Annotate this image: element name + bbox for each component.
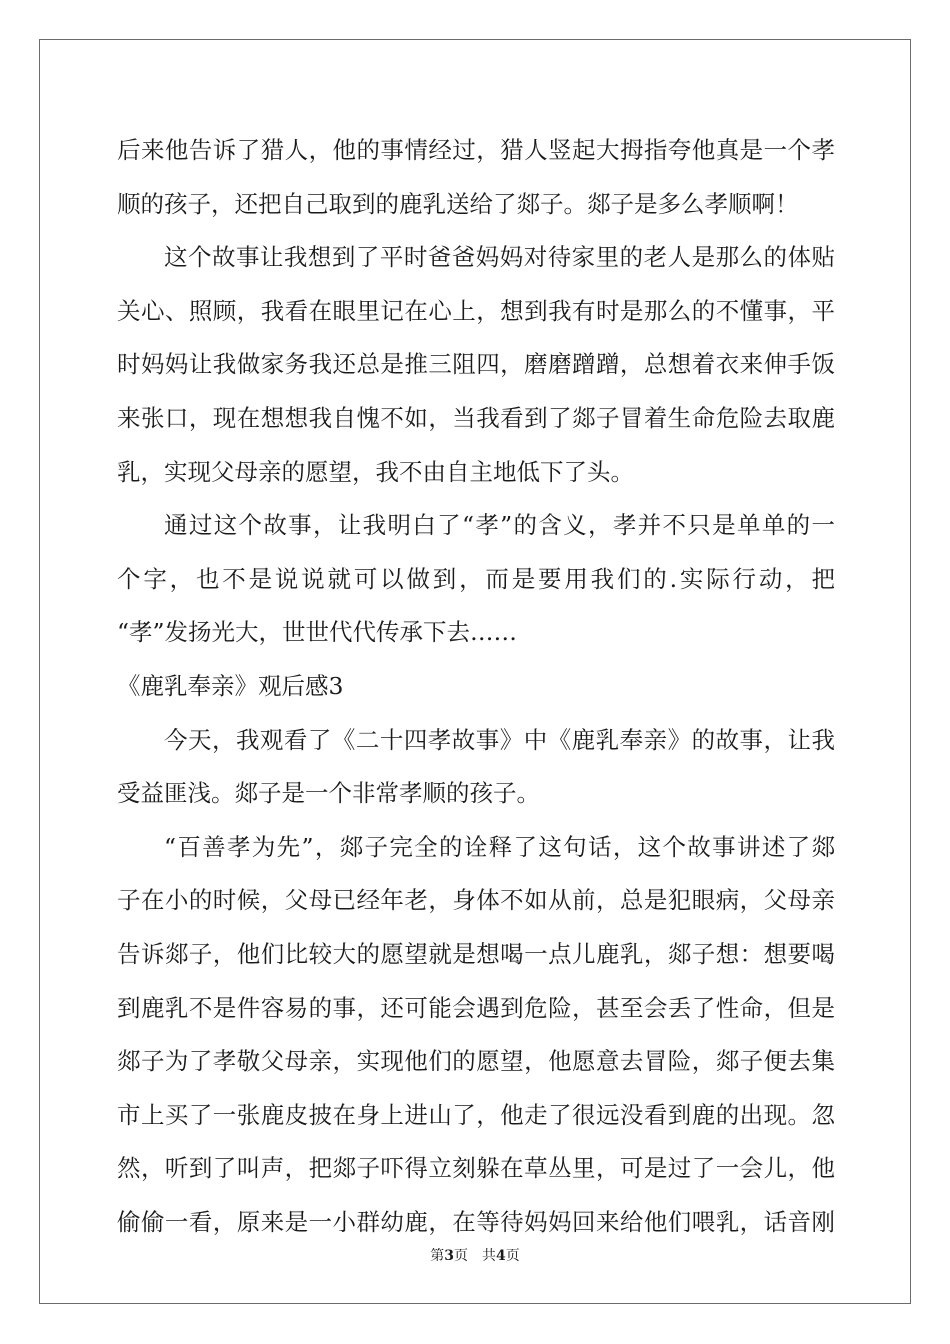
page-suffix: 页 [454,1248,468,1264]
text-line: 来张口，现在想想我自愧不如，当我看到了郯子冒着生命危险去取鹿 [117,403,835,432]
page-total: 4 [496,1248,506,1264]
text-line: 关心、照顾，我看在眼里记在心上，想到我有时是那么的不懂事，平 [117,296,835,325]
text-line: 郯子为了孝敬父母亲，实现他们的愿望，他愿意去冒险，郯子便去集 [117,1047,835,1076]
text-line: 个字，也不是说说就可以做到，而是要用我们的.实际行动，把 [117,564,835,593]
text-line: 后来他告诉了猎人，他的事情经过，猎人竖起大拇指夸他真是一个孝 [117,136,835,164]
document-body [117,124,835,1249]
text-line: 子在小的时候，父母已经年老，身体不如从前，总是犯眼病，父母亲 [117,886,835,915]
text-line: “百善孝为先”，郯子完全的诠释了这句话，这个故事讲述了郯 [164,832,835,861]
text-line: 到鹿乳不是件容易的事，还可能会遇到危险，甚至会丢了性命，但是 [117,993,835,1022]
text-line: 顺的孩子，还把自己取到的鹿乳送给了郯子。郯子是多么孝顺啊！ [117,189,799,218]
text-line: 这个故事让我想到了平时爸爸妈妈对待家里的老人是那么的体贴 [164,243,835,272]
total-prefix: 共 [482,1248,496,1264]
text-line: 告诉郯子，他们比较大的愿望就是想喝一点儿鹿乳，郯子想：想要喝 [117,939,835,968]
text-line: 时妈妈让我做家务我还总是推三阻四，磨磨蹭蹭，总想着衣来伸手饭 [117,350,835,379]
text-line: 今天，我观看了《二十四孝故事》中《鹿乳奉亲》的故事，让我 [164,725,835,754]
page-footer [0,1245,950,1265]
text-line: 偷偷一看，原来是一小群幼鹿，在等待妈妈回来给他们喂乳，话音刚 [117,1207,835,1236]
total-suffix: 页 [505,1248,520,1264]
text-line: 乳，实现父母亲的愿望，我不由自主地低下了头。 [117,457,634,486]
text-line: 然，听到了叫声，把郯子吓得立刻躲在草丛里，可是过了一会儿，他 [117,1154,835,1183]
section-heading: 《鹿乳奉亲》观后感3 [117,671,344,700]
text-line: 通过这个故事，让我明白了“孝”的含义，孝并不只是单单的一 [164,511,835,540]
page-prefix: 第 [430,1248,445,1264]
text-line: “孝”发扬光大，世世代代传承下去…… [117,618,518,647]
page-current: 3 [444,1248,454,1264]
text-line: 市上买了一张鹿皮披在身上进山了，他走了很远没看到鹿的出现。忽 [117,1100,835,1129]
text-line: 受益匪浅。郯子是一个非常孝顺的孩子。 [117,779,540,808]
